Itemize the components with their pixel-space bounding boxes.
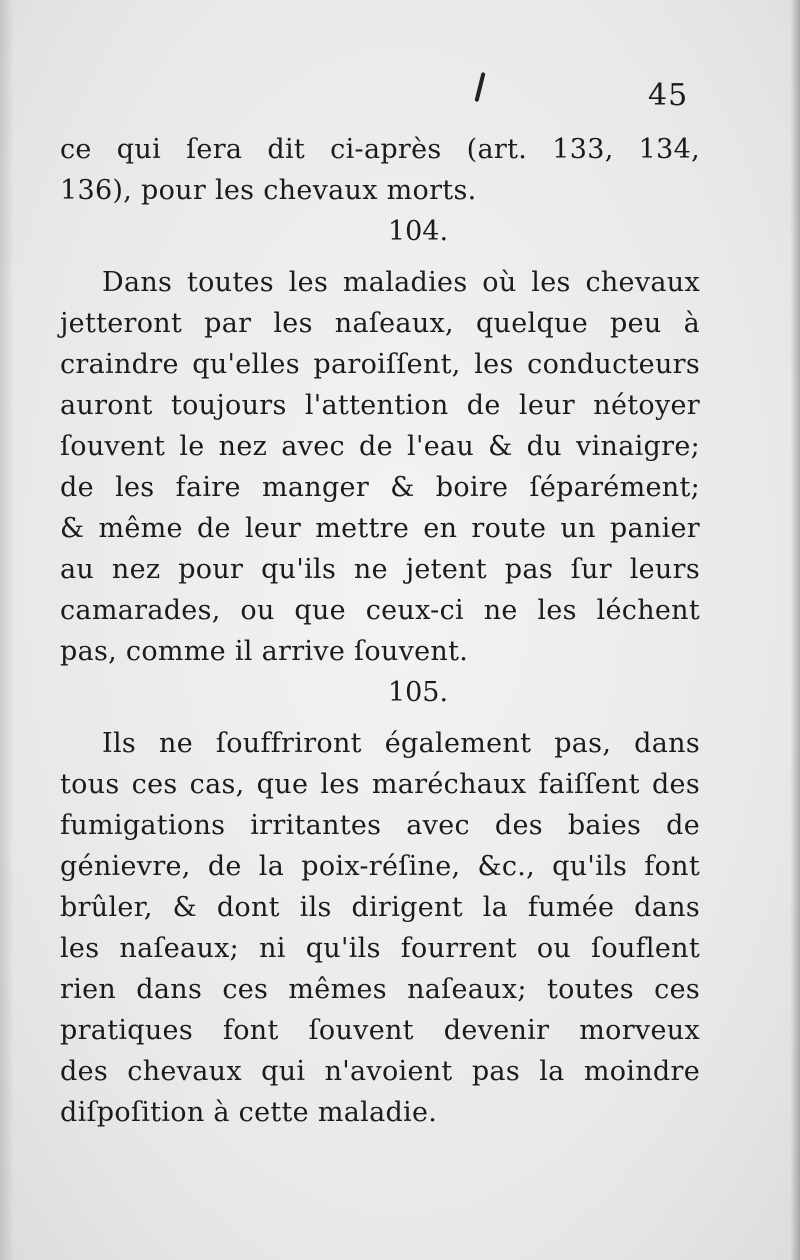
text-line-5: craindre qu'elles paroiſſent, les conducteurs xyxy=(60,349,700,380)
text-line-16: génievre, de la poix-réſine, &c., qu'ils font xyxy=(60,851,700,882)
page-shadow-right xyxy=(790,0,800,1260)
text-line-20: pratiques font ſouvent devenir morveux xyxy=(60,1015,700,1046)
text-line-10: au nez pour qu'ils ne jetent pas ſur leurs xyxy=(60,554,700,585)
ink-mark xyxy=(474,72,485,102)
text-line-6: auront toujours l'attention de leur nétoyer xyxy=(60,390,700,421)
text-line-18: les naſeaux; ni qu'ils fourrent ou ſouflent xyxy=(60,933,700,964)
text-line-19: rien dans ces mêmes naſeaux; toutes ces xyxy=(60,974,700,1005)
text-line-15: fumigations irritantes avec des baies de xyxy=(60,810,700,841)
text-line-21: des chevaux qui n'avoient pas la moindre xyxy=(60,1056,700,1087)
text-line-11: camarades, ou que ceux-ci ne les léchent xyxy=(60,595,700,626)
text-line-17: brûler, & dont ils dirigent la fumée dans xyxy=(60,892,700,923)
text-line-9: & même de leur mettre en route un panier xyxy=(60,513,700,544)
text-line-4: jetteront par les naſeaux, quelque peu à xyxy=(60,308,700,339)
text-line-2: 136), pour les chevaux morts. xyxy=(60,175,477,206)
text-line-3: Dans toutes les maladies où les chevaux xyxy=(102,267,700,298)
section-number-105: 105. xyxy=(387,677,449,708)
text-line-8: de les faire manger & boire ſéparément; xyxy=(60,472,700,503)
text-line-12: pas, comme il arrive ſouvent. xyxy=(60,636,469,667)
section-number-104: 104. xyxy=(387,216,449,247)
text-line-7: ſouvent le nez avec de l'eau & du vinaigre; xyxy=(60,431,700,462)
page-shadow-left xyxy=(0,0,14,1260)
text-line-14: tous ces cas, que les maréchaux faiſſent des xyxy=(60,769,700,800)
page-number: 45 xyxy=(648,78,689,113)
text-line-1: ce qui ſera dit ci-après (art. 133, 134, xyxy=(60,134,700,165)
text-line-22: diſpoſition à cette maladie. xyxy=(60,1097,438,1128)
text-line-13: Ils ne ſouffriront également pas, dans xyxy=(102,728,700,759)
